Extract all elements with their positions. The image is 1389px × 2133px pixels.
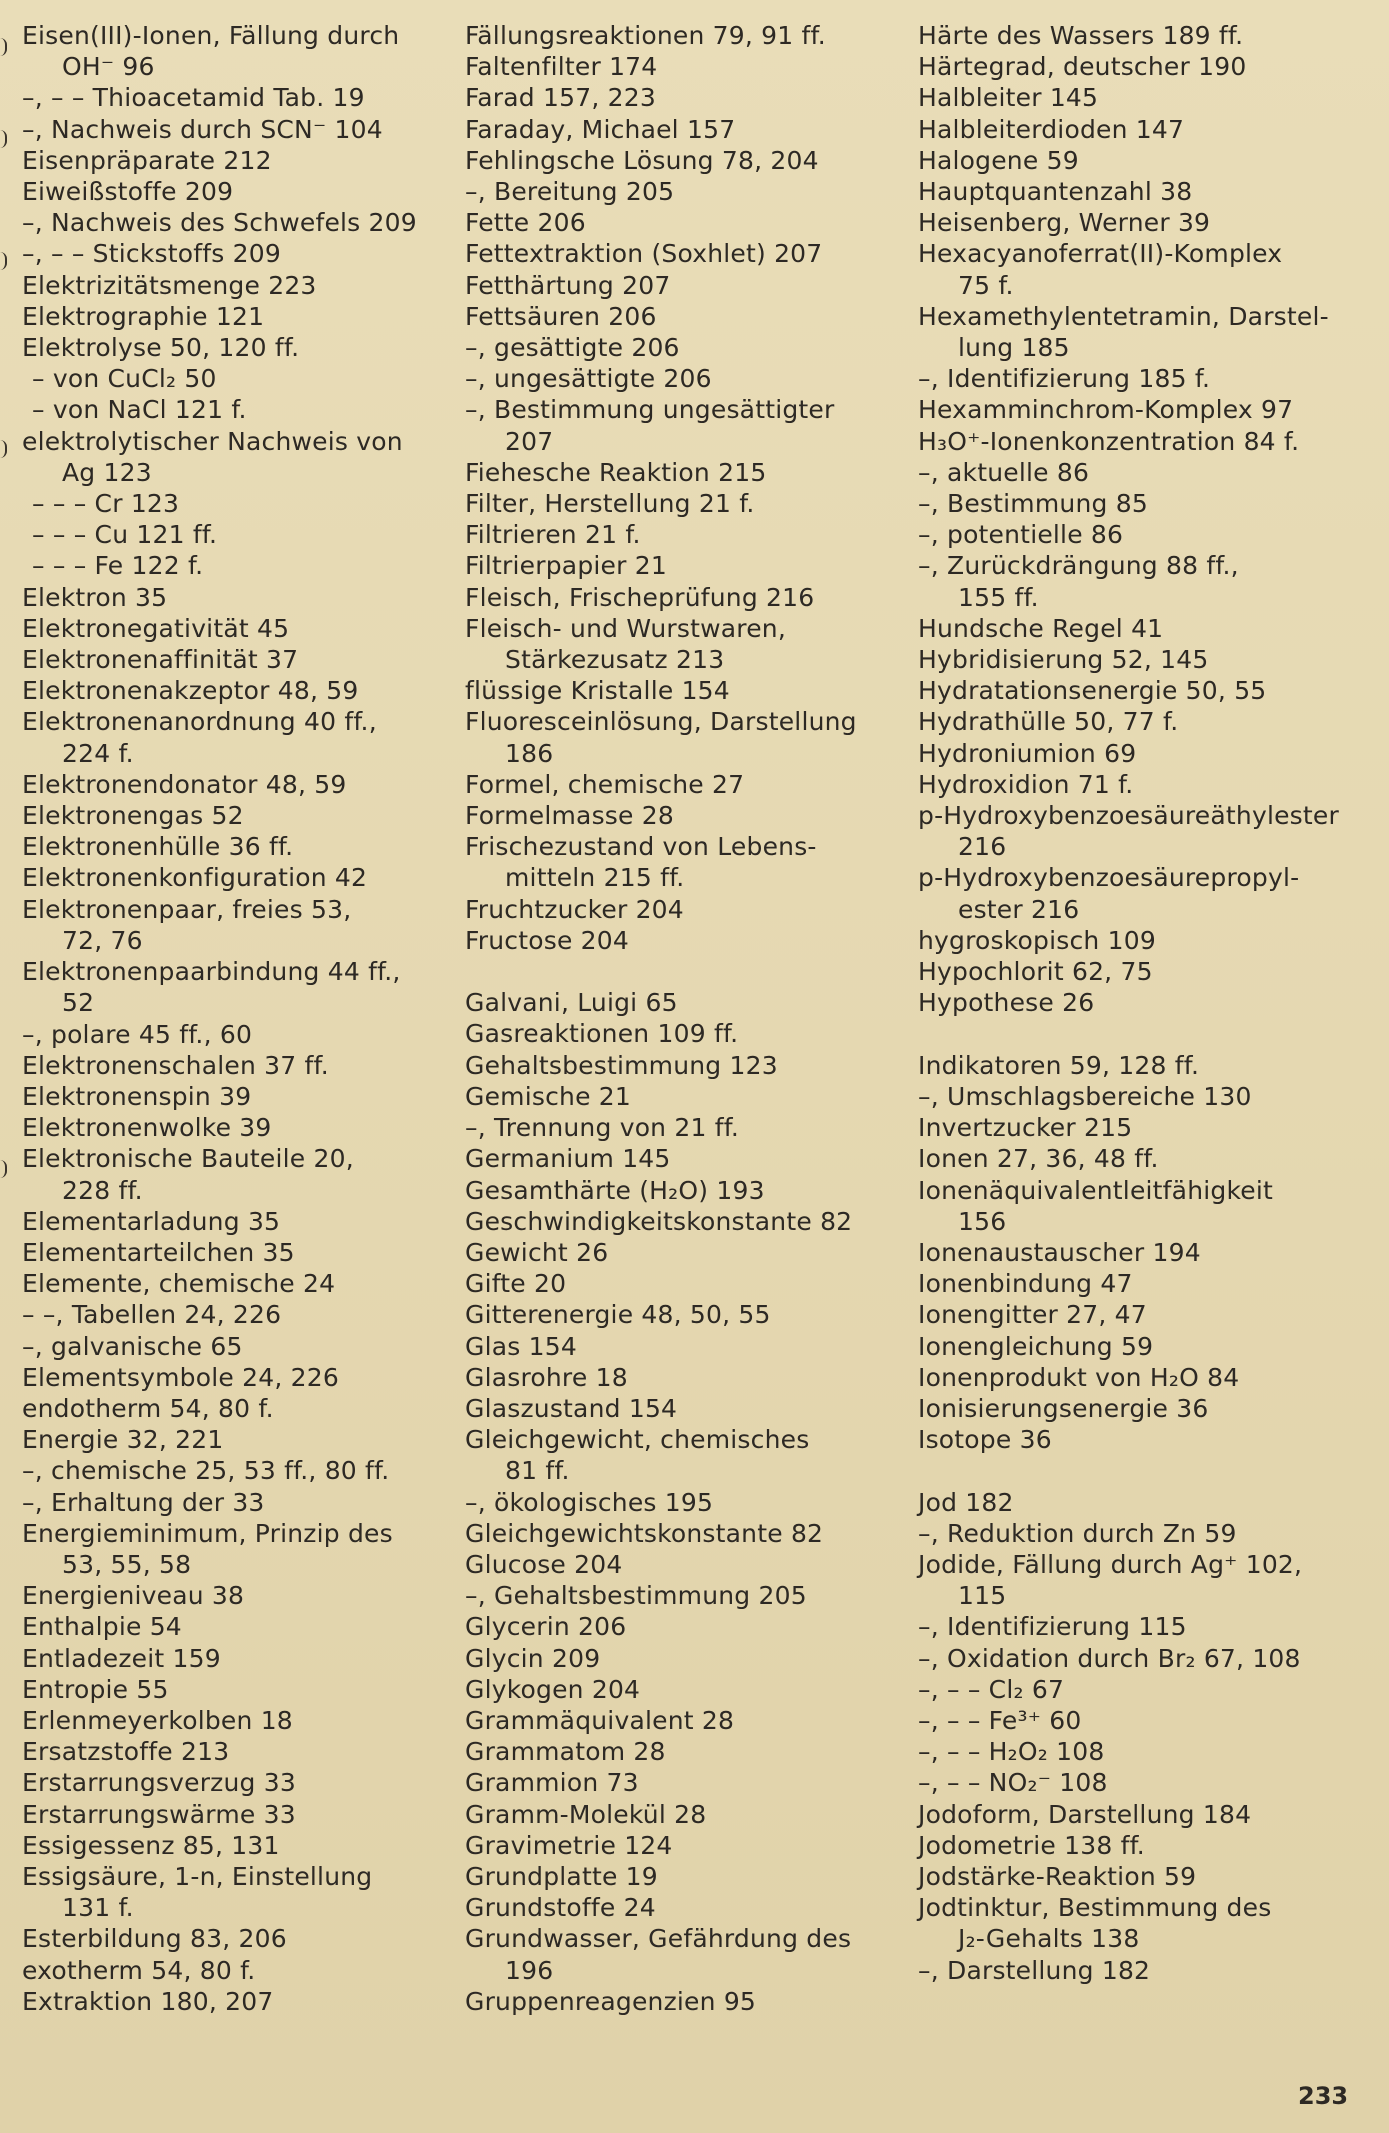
index-entry: Hydroxidion 71 f. [918,769,1134,799]
index-entry: Hybridisierung 52, 145 [918,645,1209,675]
index-entry: elektrolytischer Nachweis von [22,426,403,456]
index-entry: Jodtinktur, Bestimmung des [918,1893,1272,1923]
index-entry: Germanium 145 [465,1144,671,1174]
index-entry: Ersatzstoffe 213 [22,1737,230,1767]
index-entry-continuation: OH⁻ 96 [62,52,155,82]
index-entry: Faraday, Michael 157 [465,114,736,144]
index-entry: Elektronegativität 45 [22,613,290,643]
index-entry: Hexamethylentetramin, Darstel- [918,301,1329,331]
index-entry: Fleisch, Frischeprüfung 216 [465,582,815,612]
binding-edge-mark [0,38,7,56]
index-entry: –, Identifizierung 115 [918,1612,1187,1642]
index-entry: Hexamminchrom-Komplex 97 [918,395,1294,425]
index-entry: Filter, Herstellung 21 f. [465,489,755,519]
index-entry: Filtrieren 21 f. [465,520,641,550]
index-entry: Jodstärke-Reaktion 59 [918,1861,1197,1891]
index-entry: Gramm-Molekül 28 [465,1799,707,1829]
section-gap [918,1019,1378,1050]
index-entry: Filtrierpapier 21 [465,551,667,581]
index-entry: Grundstoffe 24 [465,1893,656,1923]
index-entry: Elektronenhülle 36 ff. [22,832,294,862]
index-entry: Erlenmeyerkolben 18 [22,1705,293,1735]
index-entry-continuation: 216 [958,832,1007,862]
index-entry-continuation: 52 [62,988,95,1018]
index-entry: –, gesättigte 206 [465,333,680,363]
index-entry: Grammion 73 [465,1768,639,1798]
index-entry: Elektronenkonfiguration 42 [22,863,368,893]
index-entry-continuation: mitteln 215 ff. [505,863,685,893]
index-entry: Elektronische Bauteile 20, [22,1144,354,1174]
index-entry: –, ökologisches 195 [465,1487,714,1517]
index-entry: Gasreaktionen 109 ff. [465,1019,739,1049]
index-entry: Fleisch- und Wurstwaren, [465,613,786,643]
index-entry: Elektronenschalen 37 ff. [22,1050,329,1080]
index-entry: Grammatom 28 [465,1737,666,1767]
index-entry: Entladezeit 159 [22,1643,221,1673]
index-entry: Eisen(III)-Ionen, Fällung durch [22,21,400,50]
index-entry: –, Reduktion durch Zn 59 [918,1518,1237,1548]
index-entry: Esterbildung 83, 206 [22,1924,287,1954]
index-entry: Glycin 209 [465,1643,601,1673]
index-entry: Gemische 21 [465,1081,632,1111]
index-entry: Härte des Wassers 189 ff. [918,21,1244,50]
index-entry: exotherm 54, 80 f. [22,1955,256,1985]
index-entry-continuation: 75 f. [958,270,1014,300]
index-entry: –, – – Fe³⁺ 60 [918,1705,1082,1735]
index-entry: –, Oxidation durch Br₂ 67, 108 [918,1643,1301,1673]
index-entry: Ionisierungsenergie 36 [918,1393,1209,1423]
index-entry: Glasrohre 18 [465,1362,628,1392]
index-entry: H₃O⁺-Ionenkonzentration 84 f. [918,426,1300,456]
index-entry: Jodide, Fällung durch Ag⁺ 102, [918,1549,1303,1579]
index-entry: Glas 154 [465,1331,577,1361]
page-number: 233 [1298,2082,1349,2110]
index-entry: –, – – Thioacetamid Tab. 19 [22,83,365,113]
binding-edge-mark [0,440,7,458]
index-entry: –, Umschlagsbereiche 130 [918,1081,1252,1111]
index-entry: Jod 182 [918,1487,1014,1517]
index-entry: Ionenbindung 47 [918,1269,1133,1299]
index-column-1 [22,20,452,2017]
index-entry: Energieminimum, Prinzip des [22,1518,393,1548]
index-entry: Glucose 204 [465,1549,623,1579]
index-entry: Grammäquivalent 28 [465,1705,735,1735]
index-column-3 [918,20,1378,1986]
index-entry: – – – Cr 123 [32,489,180,519]
index-entry-continuation: ester 216 [958,894,1080,924]
index-entry: Fluoresceinlösung, Darstellung [465,707,857,737]
index-column-2 [465,20,905,2017]
index-entry: –, Trennung von 21 ff. [465,1113,740,1143]
index-entry: Extraktion 180, 207 [22,1986,274,2016]
index-entry: Fettextraktion (Soxhlet) 207 [465,239,823,269]
index-entry: –, ungesättigte 206 [465,364,712,394]
index-entry: p-Hydroxybenzoesäureäthylester [918,801,1339,831]
index-entry: Elektronenaffinität 37 [22,645,299,675]
index-entry: Halbleiterdioden 147 [918,114,1185,144]
index-entry: Farad 157, 223 [465,83,656,113]
index-entry: –, – – H₂O₂ 108 [918,1737,1105,1767]
index-entry: hygroskopisch 109 [918,925,1156,955]
index-entry: Hexacyanoferrat(II)-Komplex [918,239,1283,269]
index-entry: Fiehesche Reaktion 215 [465,457,767,487]
index-entry: Faltenfilter 174 [465,52,658,82]
index-entry: Ionengitter 27, 47 [918,1300,1147,1330]
index-entry: Eiweißstoffe 209 [22,177,234,207]
index-entry: Hauptquantenzahl 38 [918,177,1193,207]
index-entry: –, Identifizierung 185 f. [918,364,1211,394]
index-entry: Elektrizitätsmenge 223 [22,270,317,300]
index-entry: Grundplatte 19 [465,1861,658,1891]
index-entry: Hydroniumion 69 [918,738,1137,768]
index-entry: Elementarladung 35 [22,1206,281,1236]
index-entry: Hydratationsenergie 50, 55 [918,676,1267,706]
index-entry-continuation: 186 [505,738,554,768]
index-entry: Fructose 204 [465,925,629,955]
index-entry: Elementsymbole 24, 226 [22,1362,339,1392]
index-entry: Glycerin 206 [465,1612,627,1642]
index-entry: Gitterenergie 48, 50, 55 [465,1300,771,1330]
index-entry: Ionenaustauscher 194 [918,1237,1201,1267]
index-entry: Hypothese 26 [918,988,1095,1018]
index-entry: –, Bereitung 205 [465,177,675,207]
index-entry: Ionengleichung 59 [918,1331,1154,1361]
index-entry-continuation: 72, 76 [62,925,143,955]
index-entry: Grundwasser, Gefährdung des [465,1924,852,1954]
index-entry: Heisenberg, Werner 39 [918,208,1211,238]
index-entry-continuation: lung 185 [958,333,1070,363]
index-entry: Elektronenanordnung 40 ff., [22,707,377,737]
index-entry: Fettsäuren 206 [465,301,657,331]
index-entry: Enthalpie 54 [22,1612,182,1642]
index-entry: – –, Tabellen 24, 226 [22,1300,282,1330]
index-entry: Gesamthärte (H₂O) 193 [465,1175,765,1205]
index-entry: endotherm 54, 80 f. [22,1393,274,1423]
index-entry: Elektronendonator 48, 59 [22,769,347,799]
index-entry: Fehlingsche Lösung 78, 204 [465,145,819,175]
index-entry: Essigessenz 85, 131 [22,1830,280,1860]
index-entry-continuation: 228 ff. [62,1175,143,1205]
index-entry: Elektronenpaar, freies 53, [22,894,352,924]
index-entry: Elektronenwolke 39 [22,1113,272,1143]
index-entry: Hundsche Regel 41 [918,613,1164,643]
index-entry: Gehaltsbestimmung 123 [465,1050,778,1080]
index-entry: –, Darstellung 182 [918,1955,1151,1985]
index-entry: Elementarteilchen 35 [22,1237,295,1267]
index-entry: Halbleiter 145 [918,83,1099,113]
index-entry: –, – – Cl₂ 67 [918,1674,1065,1704]
index-entry: Elektronengas 52 [22,801,244,831]
index-entry: Elektron 35 [22,582,168,612]
section-gap [918,1455,1378,1486]
binding-edge-mark [0,130,7,148]
index-entry: –, Bestimmung ungesättigter [465,395,835,425]
index-entry: –, – – Stickstoffs 209 [22,239,281,269]
index-entry: Härtegrad, deutscher 190 [918,52,1247,82]
index-entry: p-Hydroxybenzoesäurepropyl- [918,863,1300,893]
index-entry: Jodometrie 138 ff. [918,1830,1145,1860]
index-entry: –, galvanische 65 [22,1331,243,1361]
index-entry: –, aktuelle 86 [918,457,1090,487]
index-entry: Erstarrungswärme 33 [22,1799,296,1829]
index-entry: –, potentielle 86 [918,520,1124,550]
index-entry: Ionenprodukt von H₂O 84 [918,1362,1240,1392]
index-entry-continuation: Stärkezusatz 213 [505,645,725,675]
index-entry: Fetthärtung 207 [465,270,671,300]
index-entry: Gleichgewicht, chemisches [465,1425,810,1455]
index-entry: – – – Fe 122 f. [32,551,204,581]
index-entry-continuation: 156 [958,1206,1007,1236]
index-entry-continuation: 53, 55, 58 [62,1549,192,1579]
index-entry: Gleichgewichtskonstante 82 [465,1518,824,1548]
index-entry: –, Gehaltsbestimmung 205 [465,1581,807,1611]
index-entry: Indikatoren 59, 128 ff. [918,1050,1200,1080]
index-entry: Elektrographie 121 [22,301,265,331]
index-entry: Gewicht 26 [465,1237,609,1267]
index-entry: Hydrathülle 50, 77 f. [918,707,1179,737]
index-entry: – – – Cu 121 ff. [32,520,218,550]
index-entry: Glykogen 204 [465,1674,641,1704]
index-entry: Frischezustand von Lebens- [465,832,817,862]
index-entry: Formelmasse 28 [465,801,674,831]
index-entry: – von CuCl₂ 50 [32,364,217,394]
index-entry: Fruchtzucker 204 [465,894,684,924]
binding-edge-mark [0,252,7,270]
index-entry: Jodoform, Darstellung 184 [918,1799,1252,1829]
index-entry-continuation: 115 [958,1581,1007,1611]
index-entry: –, Nachweis des Schwefels 209 [22,208,417,238]
index-entry-continuation: J₂-Gehalts 138 [958,1924,1140,1954]
index-entry: Gravimetrie 124 [465,1830,673,1860]
index-entry: Glaszustand 154 [465,1393,678,1423]
index-entry: Halogene 59 [918,145,1079,175]
binding-edge-mark [0,1160,7,1178]
index-entry: Ionen 27, 36, 48 ff. [918,1144,1159,1174]
index-entry: Elektrolyse 50, 120 ff. [22,333,300,363]
index-entry: flüssige Kristalle 154 [465,676,730,706]
index-entry: Erstarrungsverzug 33 [22,1768,296,1798]
index-entry: –, polare 45 ff., 60 [22,1019,253,1049]
index-entry-continuation: 196 [505,1955,554,1985]
index-entry-continuation: 224 f. [62,738,134,768]
index-entry: Energieniveau 38 [22,1581,245,1611]
index-entry: Elektronenpaarbindung 44 ff., [22,957,401,987]
index-entry-continuation: 131 f. [62,1893,134,1923]
index-entry-continuation: 155 ff. [958,582,1039,612]
index-entry: –, Bestimmung 85 [918,489,1148,519]
index-entry: –, Zurückdrängung 88 ff., [918,551,1239,581]
section-gap [465,956,905,987]
index-entry: Gruppenreagenzien 95 [465,1986,757,2016]
index-entry: –, chemische 25, 53 ff., 80 ff. [22,1456,390,1486]
index-entry: Isotope 36 [918,1425,1052,1455]
index-entry: Entropie 55 [22,1674,169,1704]
index-entry: Galvani, Luigi 65 [465,988,678,1018]
index-entry: –, Erhaltung der 33 [22,1487,265,1517]
index-entry: Elemente, chemische 24 [22,1269,336,1299]
index-entry: –, – – NO₂⁻ 108 [918,1768,1108,1798]
index-entry-continuation: Ag 123 [62,457,152,487]
index-entry-continuation: 81 ff. [505,1456,570,1486]
index-entry: Invertzucker 215 [918,1113,1133,1143]
index-entry: Hypochlorit 62, 75 [918,957,1153,987]
index-entry: – von NaCl 121 f. [32,395,247,425]
index-entry: –, Nachweis durch SCN⁻ 104 [22,114,383,144]
index-entry: Eisenpräparate 212 [22,145,272,175]
index-entry: Elektronenakzeptor 48, 59 [22,676,359,706]
index-entry: Ionenäquivalentleitfähigkeit [918,1175,1273,1205]
index-entry-continuation: 207 [505,426,554,456]
index-entry: Gifte 20 [465,1269,567,1299]
index-entry: Geschwindigkeitskonstante 82 [465,1206,853,1236]
index-entry: Essigsäure, 1-n, Einstellung [22,1861,373,1891]
index-entry: Fällungsreaktionen 79, 91 ff. [465,21,826,50]
index-entry: Elektronenspin 39 [22,1081,252,1111]
index-entry: Energie 32, 221 [22,1425,224,1455]
index-entry: Fette 206 [465,208,586,238]
index-entry: Formel, chemische 27 [465,769,745,799]
